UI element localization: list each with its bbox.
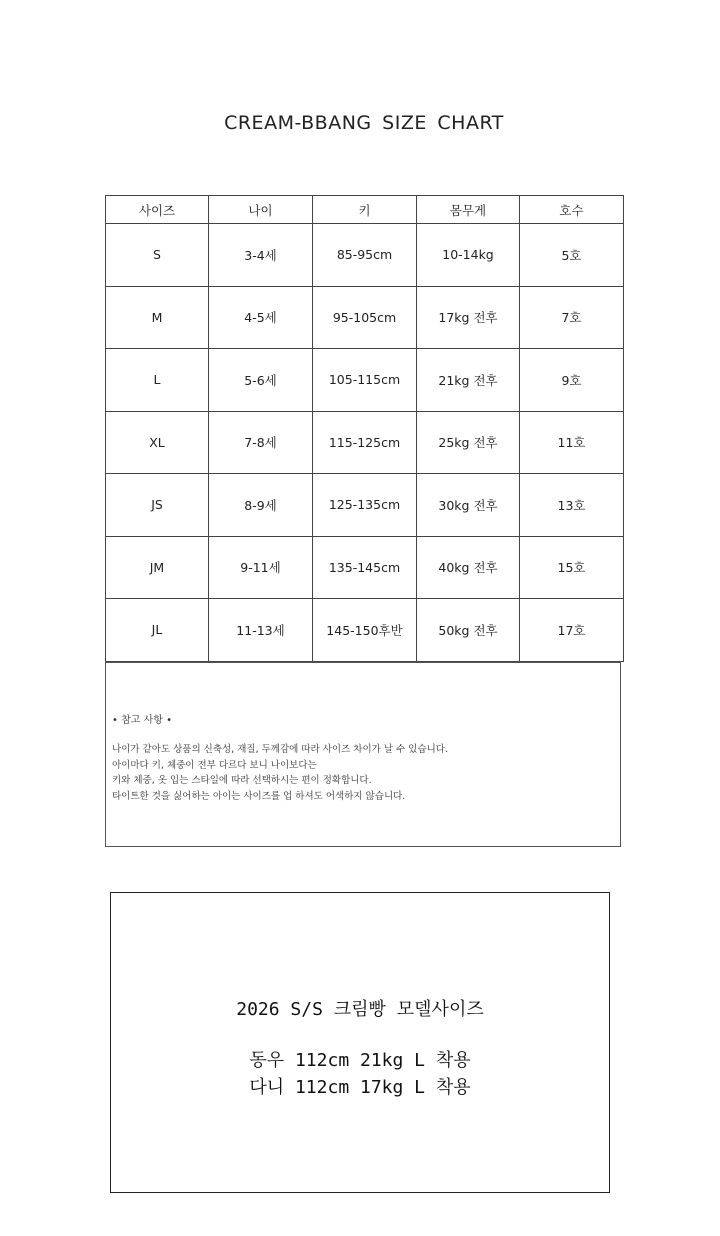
header-size: 사이즈 — [106, 196, 209, 224]
cell-size: JM — [106, 536, 209, 599]
cell-number: 15호 — [520, 536, 624, 599]
cell-age: 4-5세 — [209, 286, 313, 349]
notes-line: 타이트한 것을 싫어하는 아이는 사이즈를 업 하셔도 어색하지 않습니다. — [112, 791, 406, 803]
cell-height: 105-115cm — [313, 349, 417, 412]
model-heading: 2026 S/S 크림빵 모델사이즈 — [236, 999, 484, 1020]
header-number: 호수 — [520, 196, 624, 224]
cell-height: 115-125cm — [313, 411, 417, 474]
notes-line: 키와 체중, 옷 입는 스타일에 따라 선택하시는 편이 정확합니다. — [112, 775, 372, 787]
cell-weight: 25kg 전후 — [417, 411, 520, 474]
table-row — [106, 411, 624, 474]
table-row — [106, 224, 624, 287]
cell-size: XL — [106, 411, 209, 474]
cell-weight: 17kg 전후 — [417, 286, 520, 349]
table-row — [106, 349, 624, 412]
table-row — [106, 599, 624, 662]
notes-text — [112, 742, 448, 805]
table-row — [106, 536, 624, 599]
cell-number: 9호 — [520, 349, 624, 412]
cell-age: 5-6세 — [209, 349, 313, 412]
cell-number: 7호 — [520, 286, 624, 349]
cell-number: 17호 — [520, 599, 624, 662]
table-row — [106, 474, 624, 537]
model-size-box — [110, 892, 610, 1193]
cell-number: 5호 — [520, 224, 624, 287]
header-weight: 몸무게 — [417, 196, 520, 224]
cell-height: 125-135cm — [313, 474, 417, 537]
cell-weight: 40kg 전후 — [417, 536, 520, 599]
cell-weight: 10-14kg — [417, 224, 520, 287]
notes-title: • 참고 사항 • — [112, 715, 172, 726]
cell-height: 145-150후반 — [313, 599, 417, 662]
cell-size: S — [106, 224, 209, 287]
size-chart-table — [105, 195, 624, 662]
cell-age: 9-11세 — [209, 536, 313, 599]
cell-size: L — [106, 349, 209, 412]
cell-height: 95-105cm — [313, 286, 417, 349]
notes-box — [105, 662, 621, 847]
cell-weight: 50kg 전후 — [417, 599, 520, 662]
cell-height: 135-145cm — [313, 536, 417, 599]
notes-line: 나이가 같아도 상품의 신축성, 재질, 두께감에 따라 사이즈 차이가 날 수 있습니다. — [112, 744, 448, 755]
page-title: CREAM-BBANG SIZE CHART — [224, 112, 504, 134]
cell-number: 13호 — [520, 474, 624, 537]
cell-size: M — [106, 286, 209, 349]
model-line-dani: 다니 112cm 17kg L 착용 — [249, 1077, 471, 1098]
model-line-dongwoo: 동우 112cm 21kg L 착용 — [249, 1050, 471, 1071]
header-height: 키 — [313, 196, 417, 224]
cell-age: 8-9세 — [209, 474, 313, 537]
cell-weight: 21kg 전후 — [417, 349, 520, 412]
notes-line: 아이마다 키, 체중이 전부 다르다 보니 나이보다는 — [112, 759, 317, 771]
cell-number: 11호 — [520, 411, 624, 474]
cell-age: 3-4세 — [209, 224, 313, 287]
cell-age: 11-13세 — [209, 599, 313, 662]
cell-size: JL — [106, 599, 209, 662]
table-row — [106, 286, 624, 349]
cell-size: JS — [106, 474, 209, 537]
cell-weight: 30kg 전후 — [417, 474, 520, 537]
cell-age: 7-8세 — [209, 411, 313, 474]
table-header-row — [106, 196, 624, 224]
cell-height: 85-95cm — [313, 224, 417, 287]
header-age: 나이 — [209, 196, 313, 224]
